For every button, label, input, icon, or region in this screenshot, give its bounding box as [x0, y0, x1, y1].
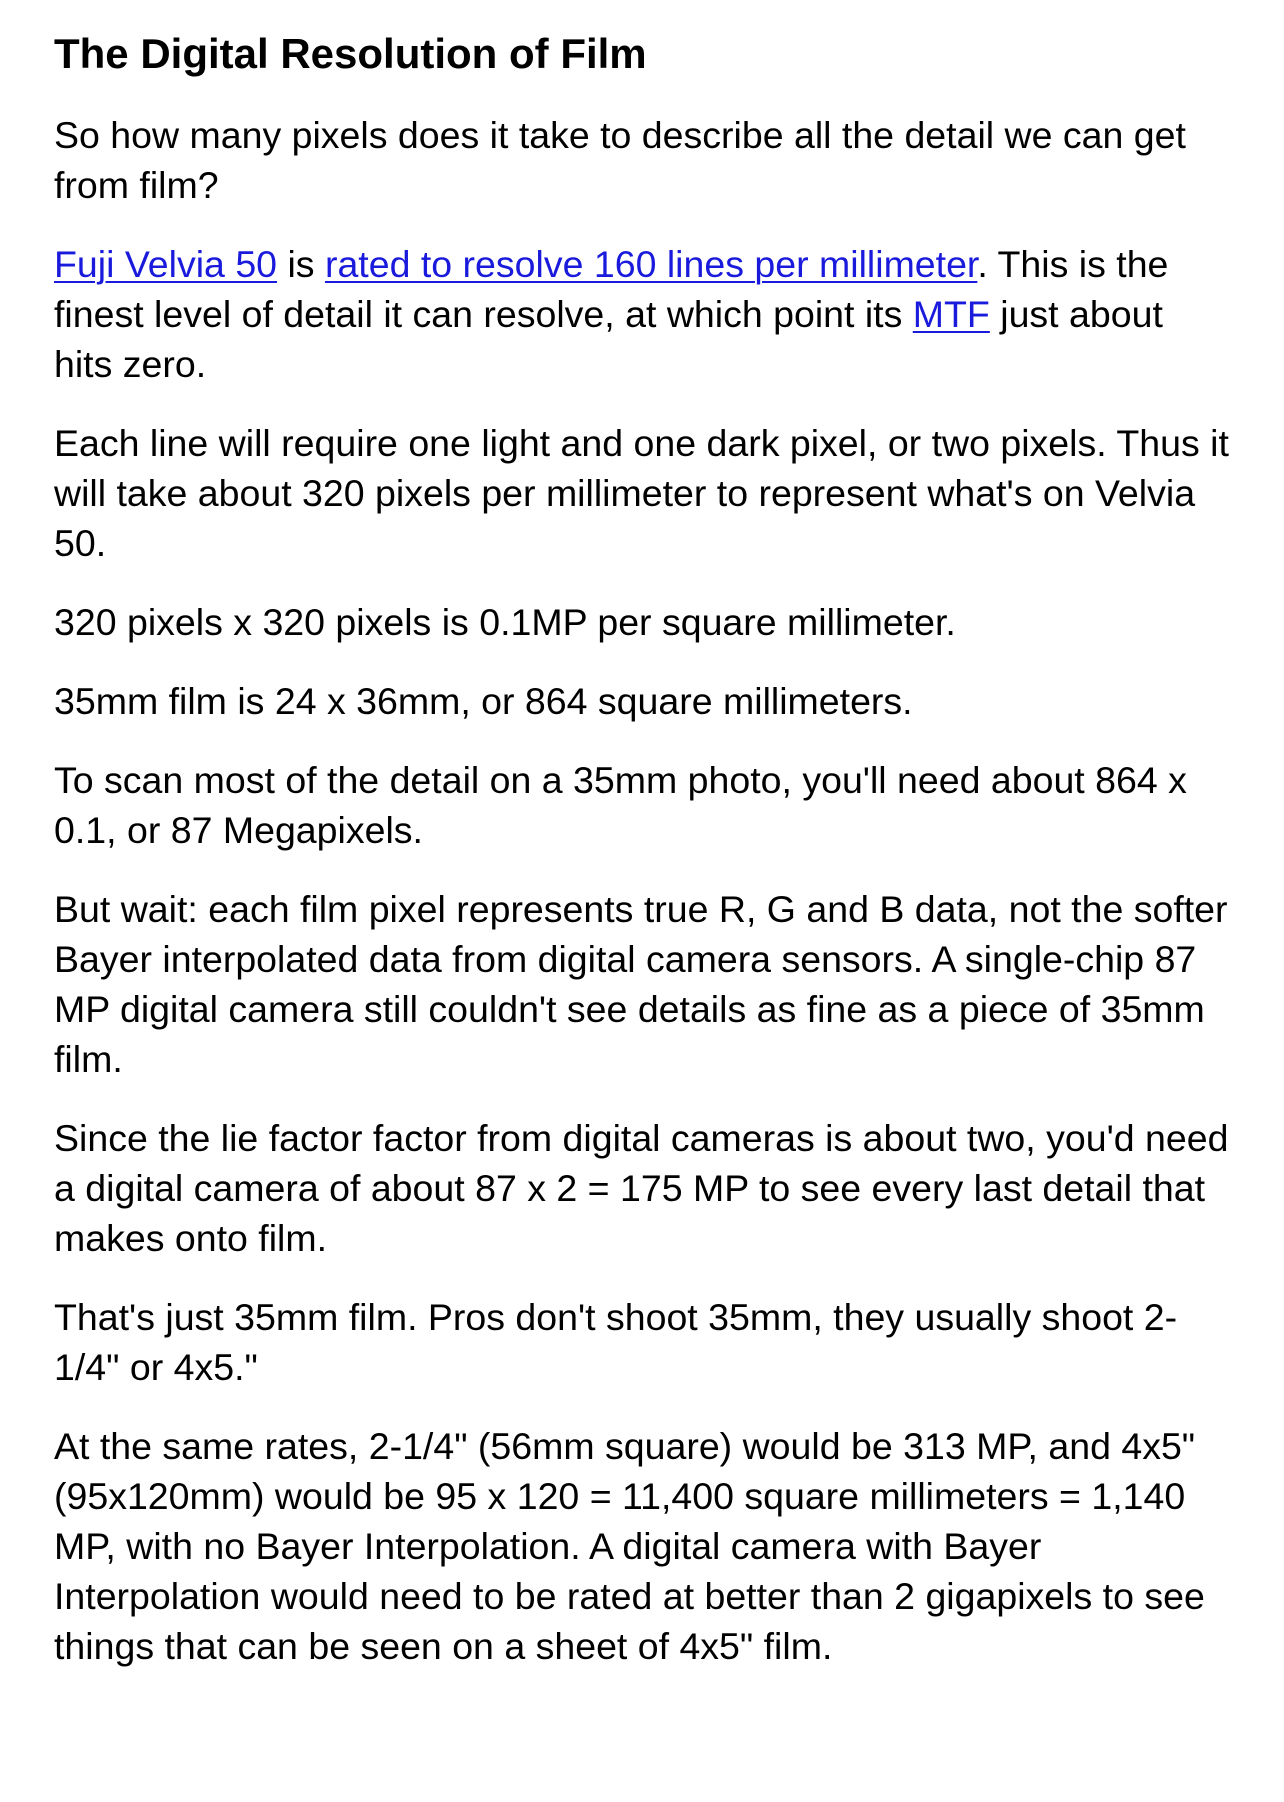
paragraph-pro-formats: That's just 35mm film. Pros don't shoot 35mm, they usually shoot 2-1/4" or 4x5." — [54, 1296, 1178, 1388]
paragraph-scan-megapixels: To scan most of the detail on a 35mm photo, you'll need about 864 x 0.1, or 87 Megapixels. — [54, 759, 1187, 851]
paragraph-mp-per-mm: 320 pixels x 320 pixels is 0.1MP per square millimeter. — [54, 601, 956, 643]
article — [0, 28, 1284, 1671]
paragraph-bayer: But wait: each film pixel represents true R, G and B data, not the softer Bayer interpolated data from digital camera sensors. A single-chip 87 MP digital camera still couldn't see details as fine as a piece of 35mm film. — [54, 888, 1228, 1080]
paragraph-text: is — [277, 243, 325, 285]
paragraph-text: . This is the finest level of detail it can resolve, at which point its — [54, 243, 1169, 335]
paragraph-pixels-per-line: Each line will require one light and one dark pixel, or two pixels. Thus it will take about 320 pixels per millimeter to represent what's on Velvia 50. — [54, 422, 1229, 564]
mtf-link[interactable]: MTF — [912, 293, 990, 335]
resolution-rating-link[interactable]: rated to resolve 160 lines per millimeter — [324, 243, 978, 285]
article-title: The Digital Resolution of Film — [54, 30, 647, 77]
paragraph-large-format: At the same rates, 2-1/4" (56mm square) would be 313 MP, and 4x5" (95x120mm) would be 95 x 120 = 11,400 square millimeters = 1,140 MP, with no Bayer Interpolation. A digital camera with Bayer Interpolation would need to be rated at better than 2 gigapixels to see things that can be seen on a sheet of 4x5" film. — [54, 1425, 1205, 1667]
paragraph-35mm-area: 35mm film is 24 x 36mm, or 864 square millimeters. — [54, 680, 913, 722]
paragraph-velvia — [54, 239, 1230, 389]
paragraph-lie-factor: Since the lie factor factor from digital cameras is about two, you'd need a digital camera of about 87 x 2 = 175 MP to see every last detail that makes onto film. — [54, 1117, 1229, 1259]
fuji-velvia-link[interactable]: Fuji Velvia 50 — [54, 243, 278, 285]
paragraph-intro: So how many pixels does it take to describe all the detail we can get from film? — [54, 114, 1186, 206]
paragraph-text: just about hits zero. — [54, 293, 1163, 385]
